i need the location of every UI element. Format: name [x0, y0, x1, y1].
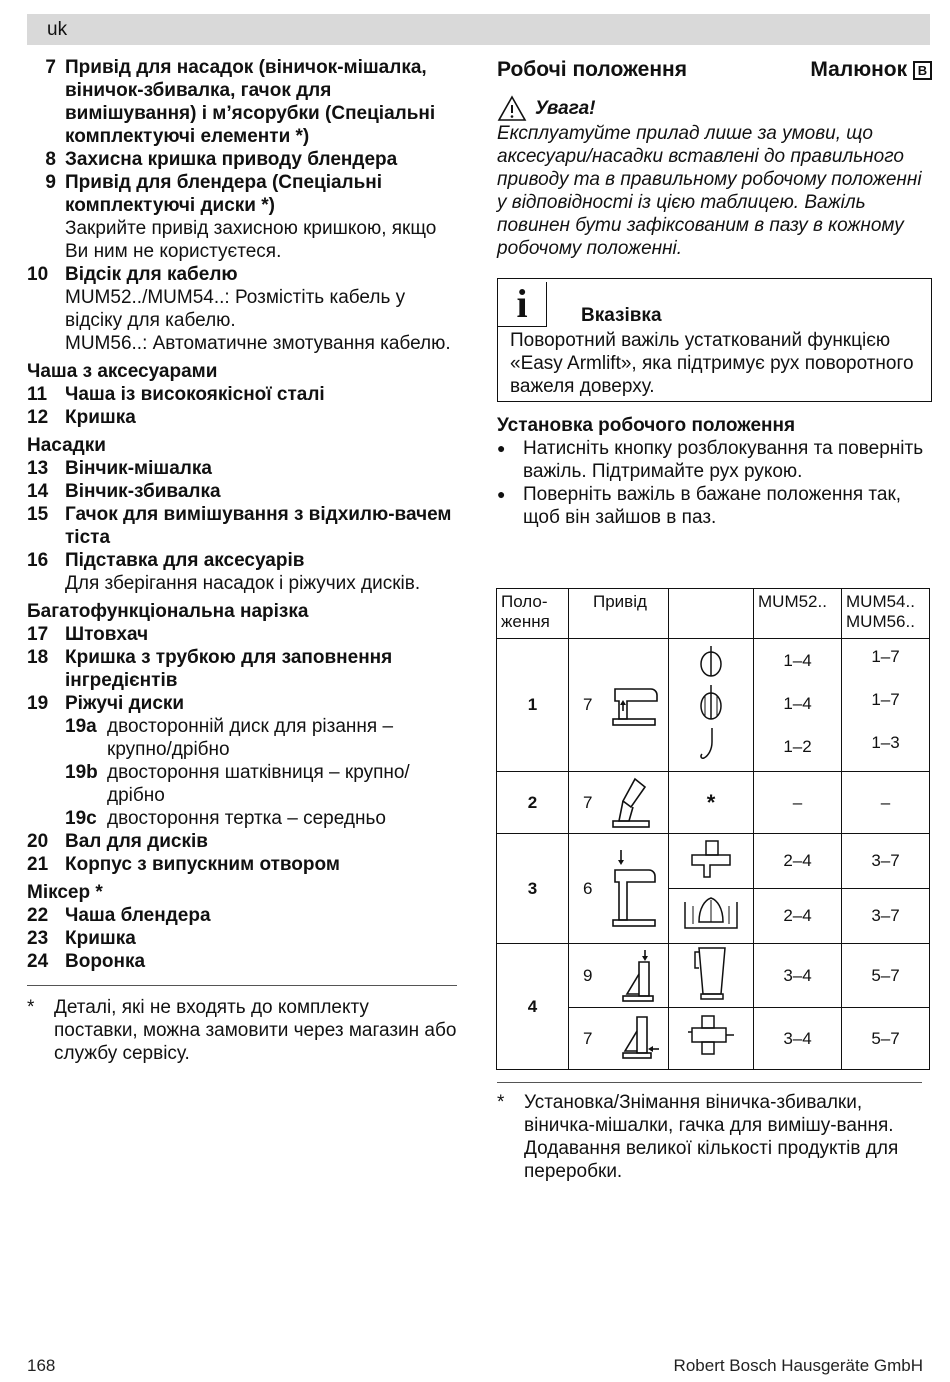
meat-grinder-icon — [684, 1012, 738, 1060]
sub-item: 19a двосторонній диск для різання – крупно/дрібно — [65, 716, 394, 760]
header-position: Поло-ження — [497, 589, 569, 639]
list-item: 14 Вінчик-збивалка — [27, 481, 221, 502]
header-drive: Привід — [569, 589, 669, 639]
position-cell: 1 — [497, 639, 569, 772]
whisk-icon — [698, 644, 724, 678]
warning-block — [497, 95, 932, 260]
parts-list — [27, 56, 457, 1065]
header-mum54: MUM54.. MUM56.. — [842, 589, 930, 639]
list-item: 16 Підставка для аксесуарів Для зберігання насадок і ріжучих дисків. — [27, 550, 421, 594]
list-item: 20 Вал для дисків — [27, 831, 208, 852]
drive-cell: 6 — [569, 834, 669, 944]
header-mum52: MUM52.. — [754, 589, 842, 639]
mum52-cell: 3–4 — [754, 944, 842, 1008]
footnote: * Установка/Знімання віничка-збивалки, віничка-мішалки, гачка для вимішу-вання. Додавання великої кількості продуктів для переробки. — [497, 1092, 899, 1182]
list-item: 13 Вінчик-мішалка — [27, 458, 212, 479]
mum54-cell: 5–7 — [842, 1008, 930, 1070]
tool-cell — [669, 1008, 754, 1070]
section-title-row — [497, 58, 932, 81]
figure-reference: Малюнок B — [810, 58, 932, 81]
language-header-bar — [27, 14, 930, 45]
language-code: uk — [47, 19, 68, 40]
tool-cell — [669, 889, 754, 944]
mixer-drive-6-icon — [609, 846, 661, 932]
mum54-cell: 3–7 — [842, 889, 930, 944]
mum52-cell: – — [754, 772, 842, 834]
warning-text: Експлуатуйте прилад лише за умови, що аксесуари/насадки вставлені до правильного приводу та в правильному робочому положенні у відповідності із цією таблицею. Важіль повинен бути зафіксованим в пазу в кожному робочому положенні. — [497, 123, 922, 259]
sub-item: 19c двостороння тертка – середньо — [65, 808, 386, 829]
sub-item: 19b двостороння шатківниця – крупно/дрібно — [65, 762, 410, 806]
mum52-cell: 2–4 — [754, 889, 842, 944]
tools-cell — [669, 639, 754, 772]
mum54-cell: 1–7 1–7 1–3 — [842, 639, 930, 772]
divider — [27, 985, 457, 986]
list-item: 19 Ріжучі диски — [27, 693, 185, 714]
note-text: Поворотний важіль устаткований функцією «Easy Armlift», яка підтримує рух поворотного важеля доверху. — [510, 330, 914, 397]
list-item: 22 Чаша блендера — [27, 905, 211, 926]
tool-cell — [669, 944, 754, 1008]
setup-title: Установка робочого положення — [497, 415, 796, 436]
list-item: 23 Кришка — [27, 928, 136, 949]
info-icon: i — [498, 282, 547, 327]
table-footnote-block — [497, 1082, 922, 1183]
divider — [497, 1082, 922, 1083]
list-item: 8 Захисна кришка приводу блендера — [45, 149, 398, 170]
list-item: 15 Гачок для вимішування з відхилю-вачем тіста — [27, 504, 452, 548]
mixer-drive-7-side-icon — [621, 1011, 661, 1067]
list-item: 9 Привід для блендера (Спеціальні комплектуючі диски *) Закрийте привід захисною кришкою, якщо Ви ним не користуєтеся. — [45, 172, 437, 262]
citrus-press-icon — [681, 892, 741, 936]
mum52-cell: 1–4 1–4 1–2 — [754, 639, 842, 772]
bullet-icon: ● — [497, 440, 506, 456]
position-cell: 3 — [497, 834, 569, 944]
warning-title: Увага! — [535, 98, 596, 119]
mum52-cell: 2–4 — [754, 834, 842, 889]
mixer-arm-raised-icon — [609, 775, 655, 831]
bullet-item: ● Поверніть важіль в бажане положення так, щоб він зайшов в паз. — [497, 484, 902, 528]
section-heading: Чаша з аксесуарами — [27, 361, 218, 382]
header-tool — [669, 589, 754, 639]
section-heading: Багатофункціональна нарізка — [27, 601, 309, 622]
company-name: Robert Bosch Hausgeräte GmbH — [673, 1356, 923, 1375]
footnote: * Деталі, які не входять до комплекту поставки, можна замовити через магазин або службу сервісу. — [27, 997, 457, 1064]
mum54-cell: 3–7 — [842, 834, 930, 889]
page-number: 168 — [27, 1356, 56, 1375]
mum52-cell: 3–4 — [754, 1008, 842, 1070]
drive-cell: 9 — [569, 944, 669, 1008]
tool-cell: * — [669, 772, 754, 834]
list-item: 17 Штовхач — [27, 624, 149, 645]
dough-hook-icon — [698, 726, 724, 762]
bullet-item: ● Натисніть кнопку розблокування та поверніть важіль. Підтримайте рух рукою. — [497, 438, 924, 482]
note-title: Вказівка — [581, 305, 662, 326]
whisk-beater-icon — [698, 683, 724, 721]
mixer-drive-7-icon — [609, 681, 661, 729]
drive-cell: 7 — [569, 1008, 669, 1070]
operating-positions — [497, 56, 932, 529]
note-box — [497, 278, 932, 402]
list-item: 24 Воронка — [27, 951, 146, 972]
tool-cell — [669, 834, 754, 889]
list-item: 21 Корпус з випускним отвором — [27, 854, 340, 875]
position-cell: 2 — [497, 772, 569, 834]
bullet-icon: ● — [497, 486, 506, 502]
position-cell: 4 — [497, 944, 569, 1070]
drive-cell: 7 — [569, 639, 669, 772]
list-item: 7 Привід для насадок (віничок-мішалка, віничок-збивалка, гачок для вимішування) і м’ясорубки (Спеціальні комплектуючі елементи *) — [45, 57, 436, 147]
list-item: 18 Кришка з трубкою для заповнення інгредієнтів — [27, 647, 393, 691]
section-title: Робочі положення — [497, 58, 687, 81]
multi-cutter-icon — [686, 837, 736, 881]
figure-letter-box: B — [913, 61, 932, 80]
list-item: 12 Кришка — [27, 407, 136, 428]
list-item: 10 Відсік для кабелю MUM52../MUM54..: Розмістіть кабель у відсіку для кабелю. MUM56..: Автоматичне змотування кабелю. — [27, 264, 451, 354]
warning-triangle-icon — [497, 95, 527, 122]
positions-table — [496, 588, 930, 1070]
mum54-cell: – — [842, 772, 930, 834]
section-heading: Міксер * — [27, 882, 103, 903]
section-heading: Насадки — [27, 435, 106, 456]
mixer-drive-9-icon — [621, 948, 655, 1004]
drive-cell: 7 — [569, 772, 669, 834]
list-item: 11 Чаша із високоякісної сталі — [27, 384, 325, 405]
blender-jug-icon — [691, 944, 731, 1002]
mum54-cell: 5–7 — [842, 944, 930, 1008]
